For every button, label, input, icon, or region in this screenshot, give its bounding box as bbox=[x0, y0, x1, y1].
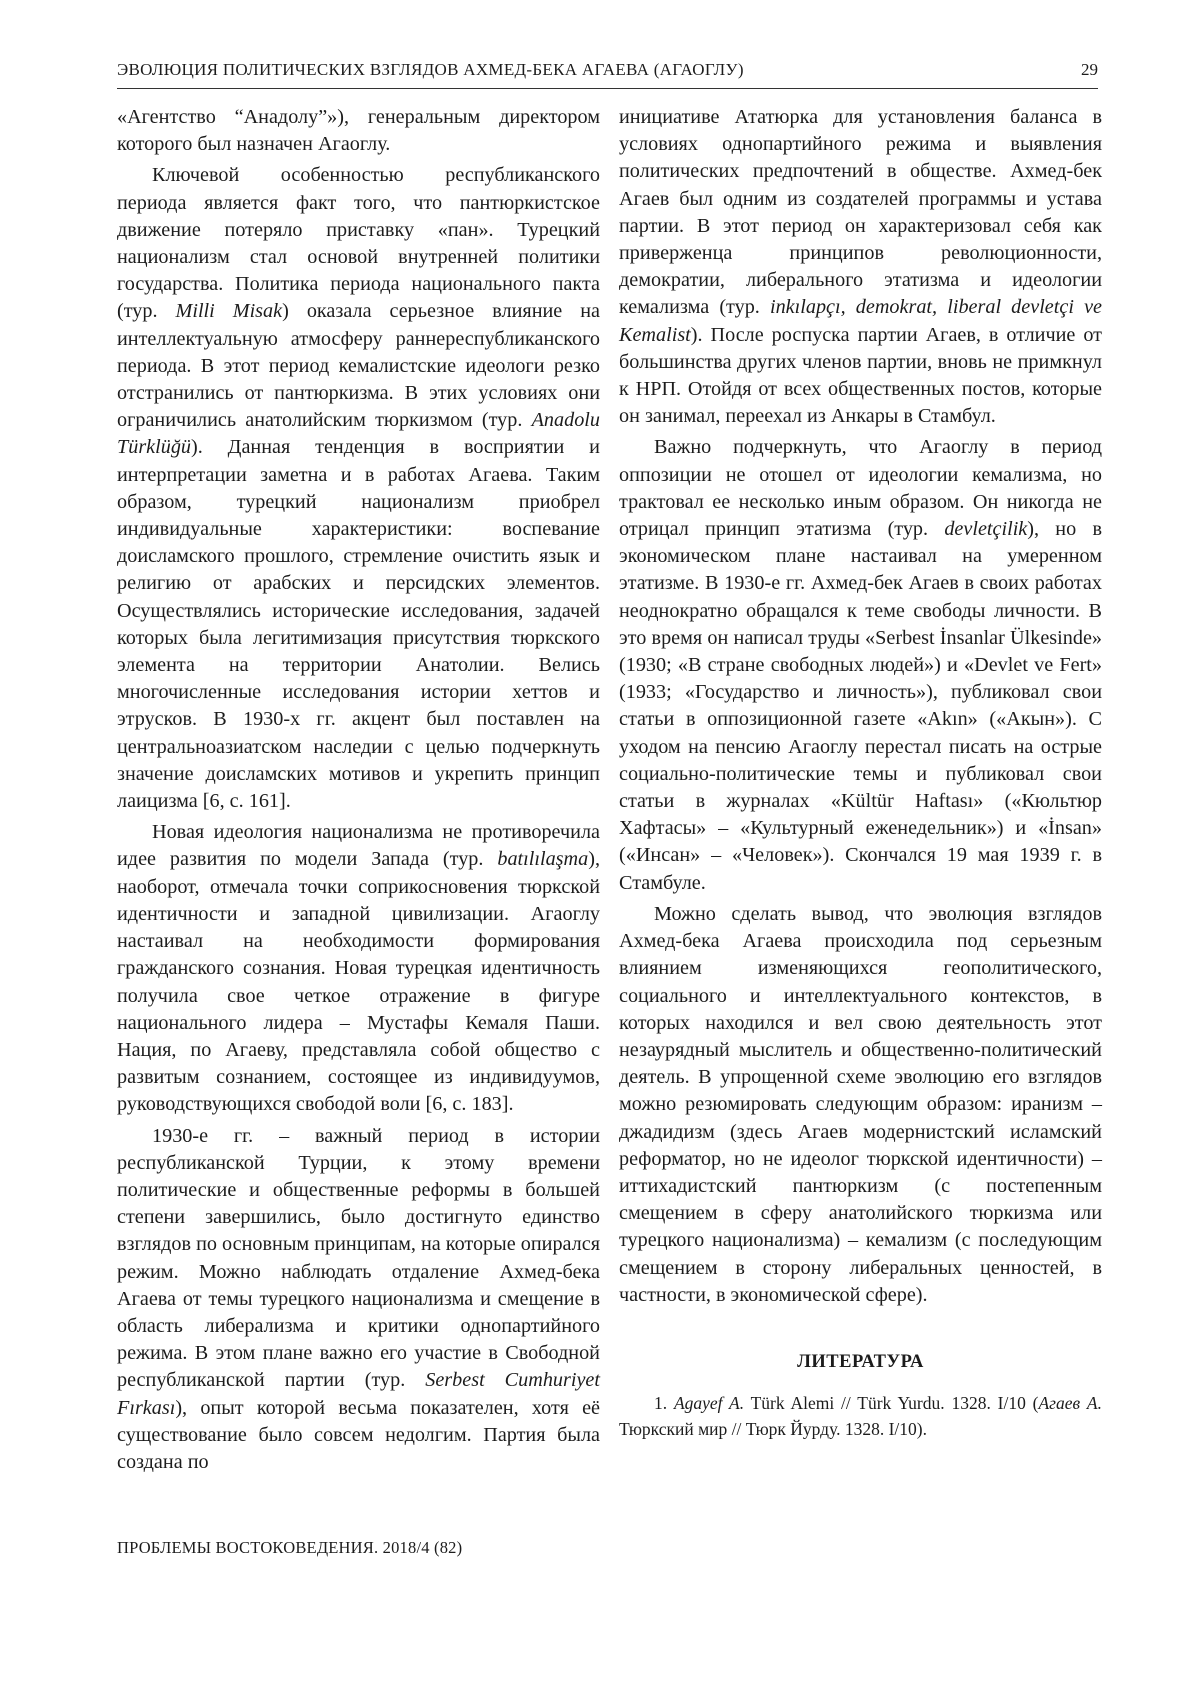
reference-item: 1. Agayef A. Türk Alemi // Türk Yurdu. 1328. I/10 (Агаев А. Тюркский мир // Тюрк Йурду. 1328. I/10). bbox=[619, 1393, 1103, 1440]
paragraph-left-3: Новая идеология национализма не противоречила идее развития по модели Запада (тур. batılılaşma), наоборот, отмечала точки соприкосновения тюркской идентичности и западной цивилизации. Агаоглу настаивал на необходимости формирования гражданского сознания. Новая турецкая идентичность получила свое четкое отражение в фигуре национального лидера – Мустафы Кемаля Паши. Нация, по Агаеву, представляла собой общество с развитым сознанием, состоящее из индивидуумов, руководствующихся свободой воли [6, с. 183]. bbox=[117, 821, 600, 1116]
journal-footer: ПРОБЛЕМЫ ВОСТОКОВЕДЕНИЯ. 2018/4 (82) bbox=[117, 1538, 463, 1557]
paragraph-right-1: инициативе Ататюрка для установления баланса в условиях однопартийного режима и выявления политических предпочтений в обществе. Ахмед-бек Агаев был одним из создателей программы и устава партии. В этот период он характеризовал себя как приверженца принципов революционности, демократии, либерального этатизма и идеологии кемализма (тур. inkılapçı, demokrat, liberal devletçi ve Kemalist). После роспуска партии Агаев, в отличие от большинства других членов партии, вновь не примкнул к НРП. Отойдя от всех общественных постов, которые он занимал, переехал из Анкары в Стамбул. bbox=[619, 106, 1102, 428]
italic-term: batılılaşma bbox=[497, 848, 589, 871]
reference-author: Agayef A. bbox=[673, 1393, 745, 1414]
paragraph-right-2: Важно подчеркнуть, что Агаоглу в период оппозиции не отошел от идеологии кемализма, но трактовал ее несколько иным образом. Он никогда не отрицал принцип этатизма (тур. devletçilik), но в экономическом плане настаивал на умеренном этатизме. В 1930-е гг. Ахмед-бек Агаев в своих работах неоднократно обращался к теме свободы личности. В это время он написал труды «Serbest İnsanlar Ülkesinde» (1930; «В стране свободных людей») и «Devlet ve Fert» (1933; «Государство и личность»), публиковал свои статьи в оппозиционной газете «Akın» («Акын»). С уходом на пенсию Агаоглу перестал писать на острые социально-политические темы и публиковал свои статьи в журналах «Kültür Haftası» («Кюльтюр Хафтасы» – «Культурный еженедельник») и «İnsan» («Инсан» – «Человек»). Скончался 19 мая 1939 г. в Стамбуле. bbox=[619, 436, 1102, 894]
literature-heading: ЛИТЕРАТУРА bbox=[797, 1351, 924, 1372]
paragraph-right-3: Можно сделать вывод, что эволюция взглядов Ахмед-бека Агаева происходила под серьезным влиянием изменяющихся геополитического, социального и интеллектуального контекстов, в которых находился и вел свою деятельность этот незаурядный мыслитель и общественно-политический деятель. В упрощенной схеме эволюцию его взглядов можно резюмировать следующим образом: иранизм – джадидизм (здесь Агаев модернистский исламский реформатор, но не идеолог тюркской идентичности) – иттихадистский пантюркизм (с постепенным смещением в сферу анатолийского тюркизма или турецкого национализма) – кемализм (с последующим смещением в сторону либеральных ценностей, в частности, в экономической сфере). bbox=[619, 902, 1102, 1306]
running-header bbox=[117, 60, 1098, 89]
reference-author-ru: Агаев А. bbox=[1038, 1393, 1103, 1414]
right-column bbox=[619, 104, 1102, 1446]
paragraph-left-1: «Агентство “Анадолу”»), генеральным директором которого был назначен Агаоглу. bbox=[117, 106, 600, 156]
italic-term: Serbest Cumhuriyet Fırkası bbox=[117, 1369, 601, 1419]
paragraph-left-4: 1930-е гг. – важный период в истории республиканской Турции, к этому времени политические и общественные реформы в большей степени завершились, было достигнуто единство взглядов по основным принципам, на которые опирался режим. Можно наблюдать отдаление Ахмед-бека Агаева от темы турецкого национализма и смещение в область либерализма и критики однопартийного режима. В этом плане важно его участие в Свободной республиканской партии (тур. Serbest Cumhuriyet Fırkası), опыт которой весьма показателен, хотя её существование было совсем недолгим. Партия была создана по bbox=[117, 1124, 601, 1473]
page-number: 29 bbox=[1081, 60, 1098, 79]
paragraph-left-2: Ключевой особенностью республиканского периода является факт того, что пантюркистское движение потеряло приставку «пан». Турецкий национализм стал основой внутренней политики государства. Политика периода национального пакта (тур. Milli Misak) оказала серьезное влияние на интеллектуальную атмосферу раннереспубликанского периода. В этот период кемалистские идеологи резко отстранились от пантюркизма. В этих условиях они ограничились анатолийским тюркизмом (тур. Anadolu Türklüğü). Данная тенденция в восприятии и интерпретации заметна и в работах Агаева. Таким образом, турецкий национализм приобрел индивидуальные характеристики: воспевание доисламского прошлого, стремление очистить язык и религию от арабских и персидских элементов. Осуществлялись исторические исследования, задачей которых была легитимизация присутствия тюркского элемента на территории Анатолии. Велись многочисленные исследования истории хеттов и этрусков. В 1930-х гг. акцент был поставлен на центральноазиатском наследии с целью подчеркнуть значение доисламских мотивов и укрепить принцип лаицизма [6, с. 161]. bbox=[117, 164, 601, 813]
italic-term: devletçilik bbox=[944, 518, 1028, 541]
italic-term: Anadolu Türklüğü bbox=[117, 409, 600, 459]
italic-term: Milli Misak bbox=[175, 300, 283, 323]
left-column bbox=[117, 104, 600, 1480]
running-title: ЭВОЛЮЦИЯ ПОЛИТИЧЕСКИХ ВЗГЛЯДОВ АХМЕД-БЕКА АГАЕВА (АГАОГЛУ) bbox=[117, 60, 744, 79]
italic-term: inkılapçı, demokrat, liberal devletçi ve Kemalist bbox=[619, 296, 1102, 346]
